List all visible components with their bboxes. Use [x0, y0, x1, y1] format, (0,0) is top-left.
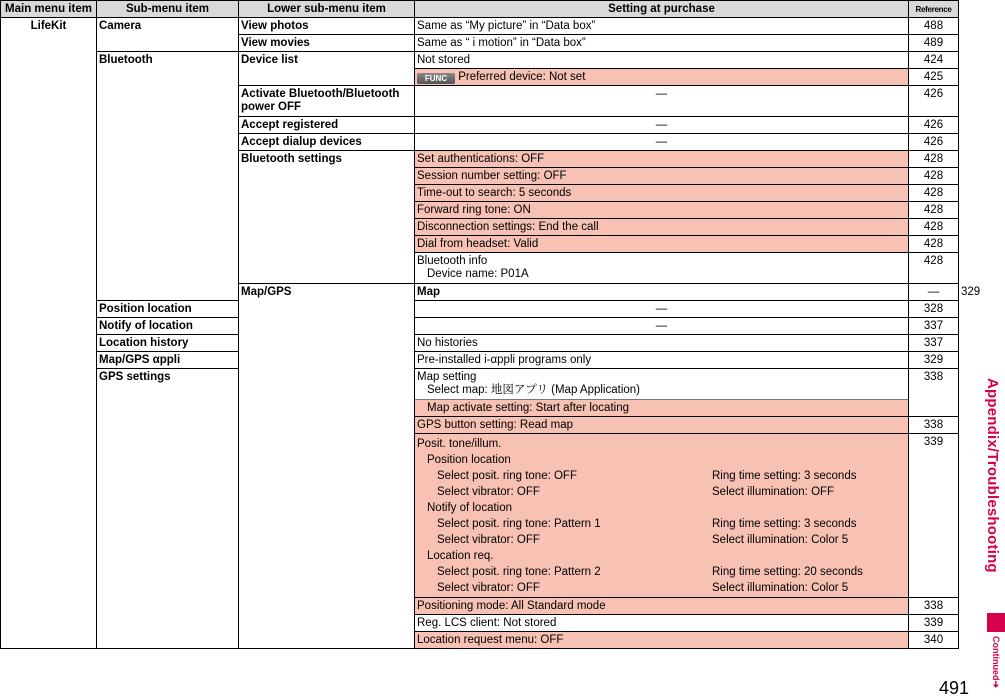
sub-menu-camera: Camera	[97, 18, 239, 52]
setting-map-gps-appli: Pre-installed i-αppli programs only	[415, 352, 909, 369]
map-setting-title: Map setting	[417, 371, 477, 383]
setting-notify-location: —	[415, 318, 909, 335]
ref-session-number: 428	[909, 168, 959, 185]
lower-view-photos: View photos	[239, 18, 415, 35]
page-number: 491	[938, 678, 969, 698]
lower-gps-settings: GPS settings	[97, 369, 239, 649]
illumination: Select illumination: OFF	[712, 486, 835, 498]
ref-gps-button: 338	[909, 417, 959, 434]
lower-location-history: Location history	[97, 335, 239, 352]
setting-map: —	[909, 284, 959, 301]
setting-accept-registered: —	[415, 117, 909, 134]
ref-dial-from-headset: 428	[909, 236, 959, 253]
section-title-appendix: Appendix/Troubleshooting	[984, 378, 1001, 573]
select-map-value: Select map: 地図アプリ (Map Application)	[427, 384, 641, 396]
posit-tone-title: Posit. tone/illum.	[417, 438, 502, 450]
sub-menu-map-gps: Map/GPS	[239, 284, 415, 649]
setting-disconnection: Disconnection settings: End the call	[415, 219, 909, 236]
posit-ring-tone: Select posit. ring tone: OFF	[437, 470, 577, 482]
bluetooth-info-title: Bluetooth info	[417, 255, 488, 267]
setting-device-list: Not stored	[415, 52, 909, 69]
ref-posit-tone-illum: 339	[909, 434, 959, 598]
setting-gps-button: GPS button setting: Read map	[415, 417, 909, 434]
continued-text: Continued	[991, 636, 1001, 681]
setting-preferred-device	[415, 69, 909, 86]
header-main-menu-item: Main menu item	[1, 1, 97, 18]
setting-forward-ring-tone: Forward ring tone: ON	[415, 202, 909, 219]
group-location-req-values	[417, 564, 906, 596]
lower-map: Map	[415, 284, 909, 301]
setting-session-number: Session number setting: OFF	[415, 168, 909, 185]
ref-position-location: 328	[909, 301, 959, 318]
setting-dial-from-headset: Dial from headset: Valid	[415, 236, 909, 253]
setting-location-request-menu: Location request menu: OFF	[415, 632, 909, 649]
continued-label	[991, 636, 1001, 688]
preferred-device-text: Preferred device: Not set	[458, 71, 586, 83]
func-key-icon: FUNC	[417, 73, 455, 84]
bluetooth-device-name: Device name: P01A	[427, 268, 529, 280]
ring-time: Ring time setting: 20 seconds	[712, 566, 863, 578]
header-sub-menu-item: Sub-menu item	[97, 1, 239, 18]
setting-posit-tone-illum	[415, 434, 909, 598]
setting-time-out-search: Time-out to search: 5 seconds	[415, 185, 909, 202]
setting-positioning-mode: Positioning mode: All Standard mode	[415, 598, 909, 615]
header-lower-sub-menu-item: Lower sub-menu item	[239, 1, 415, 18]
ref-positioning-mode: 338	[909, 598, 959, 615]
ref-forward-ring-tone: 428	[909, 202, 959, 219]
group-title-location-req: Location req.	[427, 550, 494, 562]
group-title-position-location: Position location	[427, 454, 511, 466]
ref-view-photos: 488	[909, 18, 959, 35]
map-activate-setting	[415, 399, 908, 416]
setting-bluetooth-info	[415, 253, 909, 284]
ref-notify-location: 337	[909, 318, 959, 335]
ring-time: Ring time setting: 3 seconds	[712, 470, 857, 482]
header-setting-at-purchase: Setting at purchase	[415, 1, 909, 18]
lower-device-list: Device list	[239, 52, 415, 86]
header-reference: Reference	[909, 1, 959, 18]
posit-ring-tone: Select posit. ring tone: Pattern 1	[437, 518, 601, 530]
setting-position-location: —	[415, 301, 909, 318]
illumination: Select illumination: Color 5	[712, 582, 849, 594]
ref-activate-bluetooth: 426	[909, 86, 959, 117]
ref-accept-dialup: 426	[909, 134, 959, 151]
menu-settings-table: Main menu item Sub-menu item Lower sub-menu item Setting at purchase Reference LifeKit Camera View photos Same as “My picture” in “Data box” 488 View movies Same as “ i motion” in “Data box” 489 Bluetooth Device list Not stored 424 FUNC Preferred device: Not set 425 Activate Bluetooth/Bluetooth power OFF — 426 Accept registered — 426 Accept dialup devices — 426 Bluetooth settings Set authentications: OFF 428 Session number setting: OFF 428 Time-out to search: 5 seconds 428 Forward ring tone: ON 428 Disconnection settings: End the call 428 Dial from headset: Valid 428 Bluetooth info Device name: P01A 428 Map/GPS Map — 329 Position location — 328 Notify of location — 337 Location history No histories 337 Map/GPS αppli Pre-installed i-αppli programs only 329 GPS settings Map setting Select map: 地図アプリ (Map Application) Map activate setting: Start after locating 338 GPS button setting: Read map 338 Posit. tone/illum. Position location Select posit. ring tone: OFF Ring time setting: 3 seconds Select vibrator: OFF Select illumination: OFF Notify of location Select posit. ring tone: Pattern 1 Ring time setting: 3 seconds Select vibrator: OFF Select illumination: Color 5 Location req. Select posit. ring tone: Pattern 2 Ring time setting: 20 seconds Select vibrator: OFF Select illumination: Color 5 339 Positioning mode: All Standard mode 338 Reg. LCS client: Not stored 339 Location request menu: OFF 340	[0, 0, 959, 649]
setting-location-history: No histories	[415, 335, 909, 352]
vibrator: Select vibrator: OFF	[437, 582, 540, 594]
lower-notify-location: Notify of location	[97, 318, 239, 335]
ref-reg-lcs-client: 339	[909, 615, 959, 632]
lower-position-location: Position location	[97, 301, 239, 318]
ref-map-setting: 338	[909, 369, 959, 417]
setting-activate-bluetooth: —	[415, 86, 909, 117]
setting-set-authentications: Set authentications: OFF	[415, 151, 909, 168]
ref-preferred-device: 425	[909, 69, 959, 86]
ref-device-list: 424	[909, 52, 959, 69]
lower-accept-registered: Accept registered	[239, 117, 415, 134]
setting-view-photos: Same as “My picture” in “Data box”	[415, 18, 909, 35]
ref-time-out-search: 428	[909, 185, 959, 202]
continued-arrow-icon: ➔	[991, 680, 1001, 689]
posit-ring-tone: Select posit. ring tone: Pattern 2	[437, 566, 601, 578]
ref-accept-registered: 426	[909, 117, 959, 134]
setting-map-setting	[415, 369, 909, 417]
group-position-location-values	[417, 468, 906, 500]
ref-disconnection: 428	[909, 219, 959, 236]
ref-bluetooth-info: 428	[909, 253, 959, 284]
sub-menu-bluetooth: Bluetooth	[97, 52, 239, 301]
setting-accept-dialup: —	[415, 134, 909, 151]
group-title-notify-location: Notify of location	[427, 502, 513, 514]
ref-map-gps-appli: 329	[909, 352, 959, 369]
group-notify-location-values	[417, 516, 906, 548]
section-color-bar	[987, 613, 1005, 632]
vibrator: Select vibrator: OFF	[437, 486, 540, 498]
map-activate-setting-text: Map activate setting: Start after locating	[427, 402, 629, 414]
lower-view-movies: View movies	[239, 35, 415, 52]
ref-location-history: 337	[909, 335, 959, 352]
lower-map-gps-appli: Map/GPS αppli	[97, 352, 239, 369]
lower-accept-dialup: Accept dialup devices	[239, 134, 415, 151]
ref-set-authentications: 428	[909, 151, 959, 168]
main-menu-lifekit: LifeKit	[1, 18, 97, 649]
setting-view-movies: Same as “ i motion” in “Data box”	[415, 35, 909, 52]
vibrator: Select vibrator: OFF	[437, 534, 540, 546]
illumination: Select illumination: Color 5	[712, 534, 849, 546]
ref-location-request-menu: 340	[909, 632, 959, 649]
setting-reg-lcs-client: Reg. LCS client: Not stored	[415, 615, 909, 632]
lower-bluetooth-settings: Bluetooth settings	[239, 151, 415, 284]
ring-time: Ring time setting: 3 seconds	[712, 518, 857, 530]
lower-activate-bluetooth: Activate Bluetooth/Bluetooth power OFF	[239, 86, 415, 117]
ref-view-movies: 489	[909, 35, 959, 52]
